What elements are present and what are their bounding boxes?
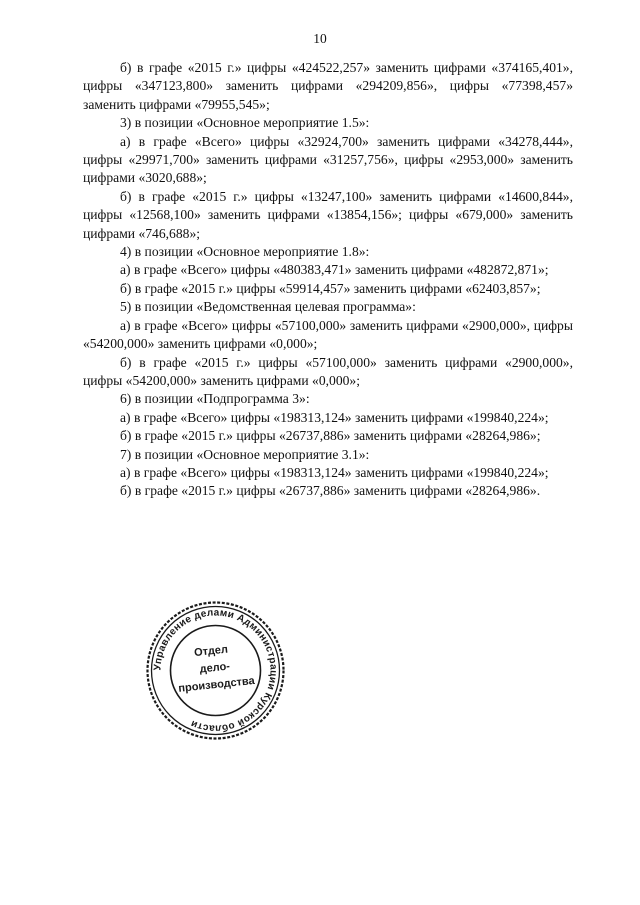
paragraph: б) в графе «2015 г.» цифры «26737,886» заменить цифрами «28264,986»; <box>120 428 541 444</box>
paragraph: 4) в позиции «Основное мероприятие 1.8»: <box>120 244 370 260</box>
document-body <box>83 59 573 501</box>
paragraph: а) в графе «Всего» цифры «57100,000» заменить цифрами «2900,000», цифры «54200,000» заменить цифрами «0,000»; <box>83 317 573 352</box>
paragraph: б) в графе «2015 г.» цифры «13247,100» заменить цифрами «14600,844», цифры «12568,100» заменить цифрами «13854,156»; цифры «679,000» заменить цифрами «746,688»; <box>83 188 573 241</box>
paragraph: 7) в позиции «Основное мероприятие 3.1»: <box>120 446 370 462</box>
stamp-center-line-2: дело- <box>199 660 231 676</box>
stamp-ring-text: Управление делами Администрации Курской области <box>152 607 279 734</box>
paragraph: а) в графе «Всего» цифры «480383,471» заменить цифрами «482872,871»; <box>120 262 549 278</box>
paragraph: 3) в позиции «Основное мероприятие 1.5»: <box>120 115 370 131</box>
paragraph: а) в графе «Всего» цифры «32924,700» заменить цифрами «34278,444», цифры «29971,700» заменить цифрами «31257,756», цифры «2953,000» заменить цифрами «3020,688»; <box>83 133 573 186</box>
page-number: 10 <box>313 31 327 46</box>
stamp-center-line-1: Отдел <box>193 643 229 660</box>
paragraph: 5) в позиции «Ведомственная целевая программа»: <box>120 299 416 315</box>
office-stamp <box>143 598 288 743</box>
paragraph: а) в графе «Всего» цифры «198313,124» заменить цифрами «199840,224»; <box>120 464 549 480</box>
paragraph: б) в графе «2015 г.» цифры «26737,886» заменить цифрами «28264,986». <box>120 483 541 499</box>
paragraph: б) в графе «2015 г.» цифры «57100,000» заменить цифрами «2900,000», цифры «54200,000» заменить цифрами «0,000»; <box>83 354 573 388</box>
paragraph: а) в графе «Всего» цифры «198313,124» заменить цифрами «199840,224»; <box>120 409 549 425</box>
paragraph: 6) в позиции «Подпрограмма 3»: <box>120 391 310 407</box>
stamp-center-line-3: производства <box>177 674 256 695</box>
paragraph: б) в графе «2015 г.» цифры «424522,257» заменить цифрами «374165,401», цифры «347123,800» заменить цифрами «294209,856», цифры «77398,457» заменить цифрами «79955,545»; <box>83 60 573 112</box>
stamp-seal <box>143 598 288 743</box>
paragraph: б) в графе «2015 г.» цифры «59914,457» заменить цифрами «62403,857»; <box>120 280 541 296</box>
